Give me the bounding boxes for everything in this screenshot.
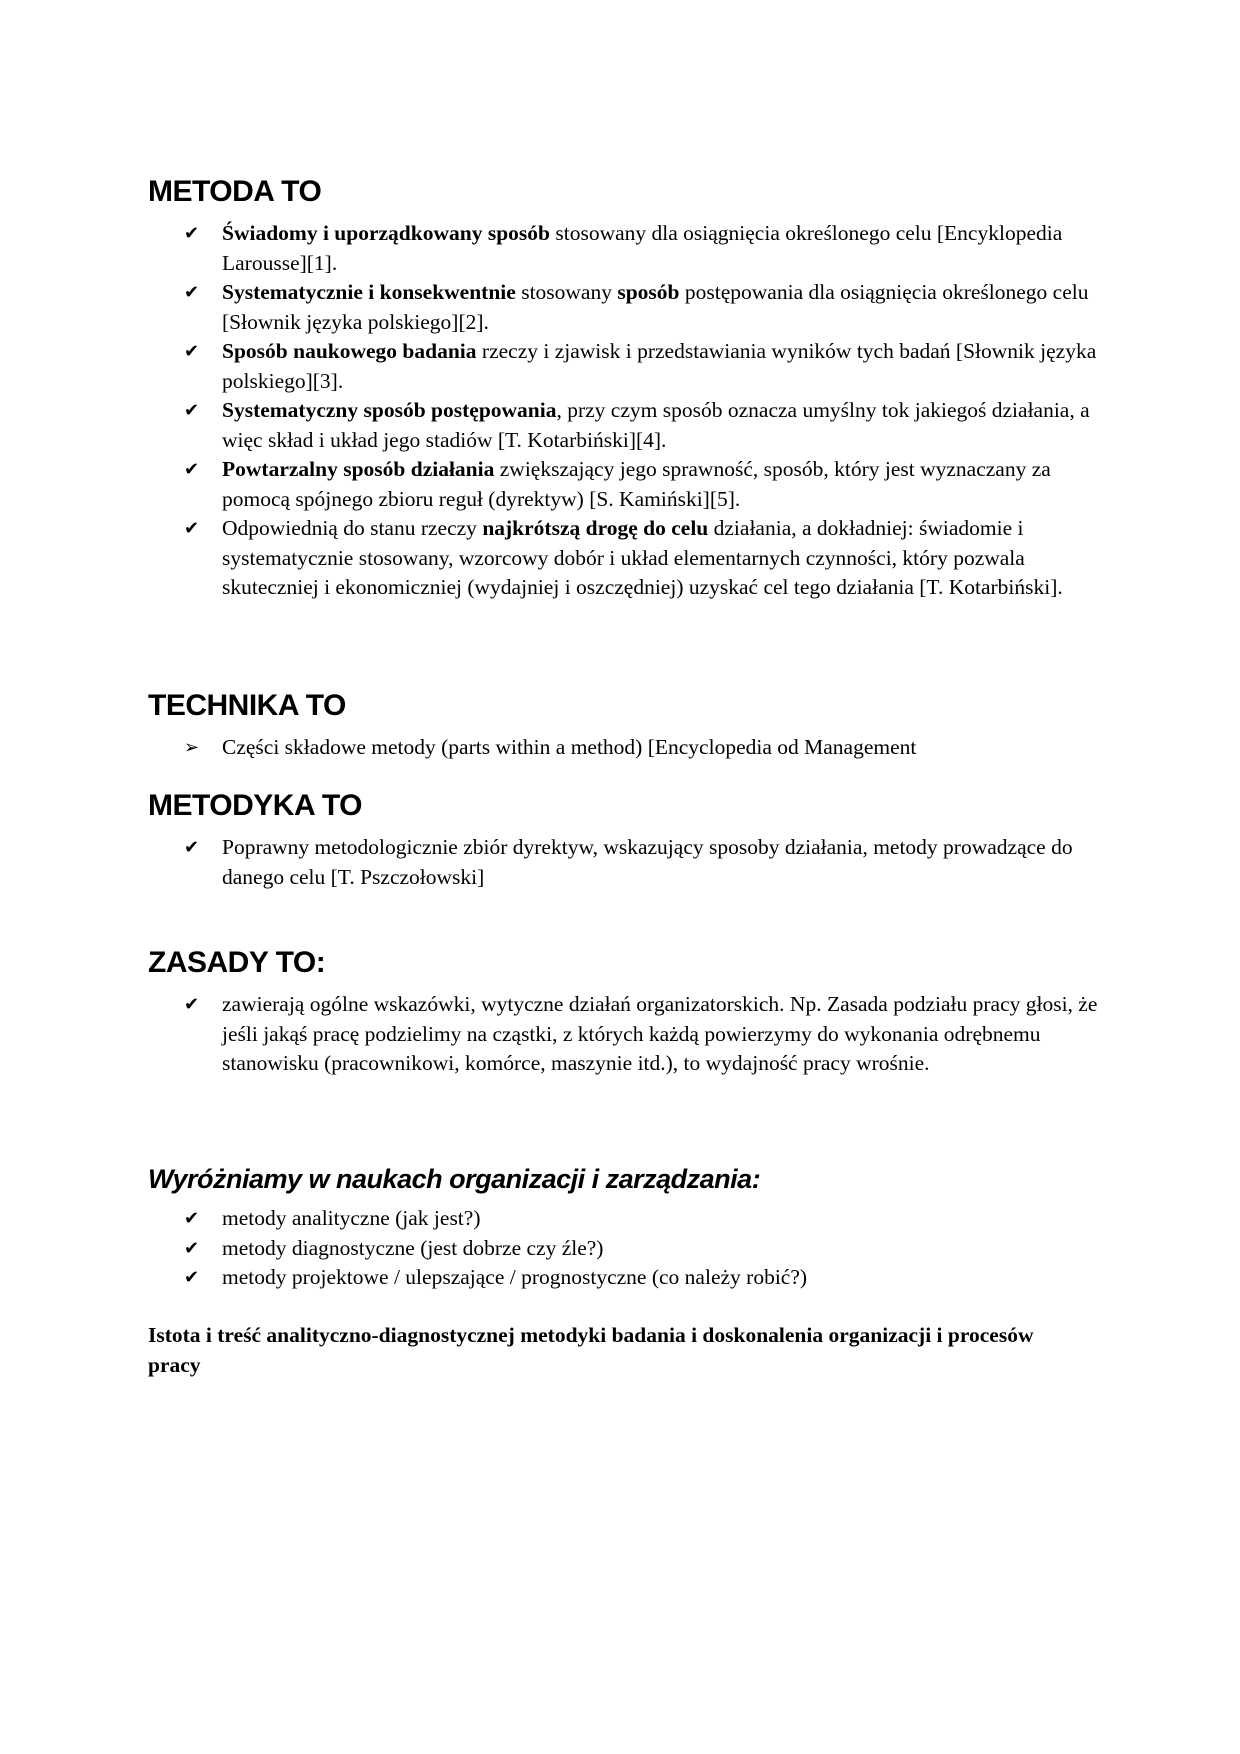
- bold-text: Systematycznie i konsekwentnie: [222, 280, 516, 304]
- checkmark-icon: ✔: [184, 400, 200, 421]
- text: metody projektowe / ulepszające / prognostyczne (co należy robić?): [222, 1265, 808, 1289]
- bold-text: najkrótszą drogę do celu: [482, 516, 709, 540]
- bold-text: Sposób naukowego badania: [222, 339, 477, 363]
- text: Poprawny metodologicznie zbiór dyrektyw, wskazujący sposoby działania, metody prowadzące do danego celu [T. Pszczołowski]: [222, 835, 1073, 889]
- checkmark-icon: ✔: [184, 223, 200, 244]
- list-item: [184, 219, 1104, 278]
- text: stosowany: [515, 280, 618, 304]
- checkmark-icon: ✔: [184, 837, 200, 858]
- list-item: [184, 1263, 1104, 1293]
- list-item: [184, 455, 1104, 514]
- checkmark-icon: ✔: [184, 341, 200, 362]
- list-item: [184, 733, 1104, 763]
- heading-metodyka: METODYKA TO: [148, 789, 362, 822]
- text: zwiększający jego sprawność, sposób, który jest wyznaczany za pomocą spójnego zbioru reguł (dyrektyw) [S. Kamiński][5].: [222, 457, 1051, 511]
- list-item: [184, 833, 1104, 892]
- heading-metoda: METODA TO: [148, 175, 322, 208]
- closing-paragraph: Istota i treść analityczno-diagnostycznej metodyki badania i doskonalenia organizacji i procesów pracy: [148, 1323, 1034, 1377]
- list-metoda: [184, 219, 1104, 603]
- text: postępowania dla osiągnięcia określonego celu [Słownik języka polskiego][2].: [222, 280, 1089, 334]
- text: , przy czym sposób oznacza umyślny tok jakiegoś działania, a więc skład i układ jego stadiów [T. Kotarbiński][4].: [222, 398, 1090, 452]
- checkmark-icon: ✔: [184, 1237, 200, 1259]
- text: stosowany dla osiągnięcia określonego celu [Encyklopedia Larousse][1].: [222, 221, 1063, 275]
- checkmark-icon: ✔: [184, 459, 200, 480]
- bold-text: Świadomy i uporządkowany sposób: [222, 221, 550, 245]
- list-item: [184, 337, 1104, 396]
- bold-text: Powtarzalny sposób działania: [222, 457, 495, 481]
- text: metody analityczne (jak jest?): [222, 1206, 481, 1230]
- heading-zasady: ZASADY TO:: [148, 946, 326, 979]
- list-wyrozniamy: [184, 1204, 1104, 1293]
- list-item: [184, 278, 1104, 337]
- text: metody diagnostyczne (jest dobrze czy źle?): [222, 1235, 604, 1260]
- text: rzeczy i zjawisk i przedstawiania wyników tych badań [Słownik języka polskiego][3].: [222, 339, 1097, 393]
- text: działania, a dokładniej: świadomie i systematycznie stosowany, wzorcowy dobór i układ elementarnych czynności, który pozwala skuteczniej i ekonomiczniej (wydajniej i oszczędniej) uzyskać cel tego działania [T. Kotarbiński].: [222, 516, 1063, 599]
- list-technika: [184, 733, 1104, 763]
- checkmark-icon: ✔: [184, 1208, 200, 1229]
- list-metodyka: [184, 833, 1104, 892]
- list-item: [184, 514, 1104, 603]
- text: Odpowiednią do stanu rzeczy: [222, 516, 483, 540]
- list-item: [184, 1204, 1104, 1234]
- list-item: [184, 396, 1104, 455]
- list-item: [184, 990, 1104, 1079]
- checkmark-icon: ✔: [184, 994, 200, 1015]
- arrow-bullet-icon: ➢: [184, 737, 200, 758]
- bold-text: sposób: [617, 280, 680, 304]
- checkmark-icon: ✔: [184, 518, 200, 539]
- checkmark-icon: ✔: [184, 282, 200, 303]
- heading-technika: TECHNIKA TO: [148, 689, 346, 722]
- list-zasady: [184, 990, 1104, 1079]
- checkmark-icon: ✔: [184, 1267, 200, 1288]
- bold-text: Systematyczny sposób postępowania: [222, 398, 557, 422]
- heading-wyrozniamy: Wyróżniamy w naukach organizacji i zarządzania:: [148, 1164, 761, 1194]
- text: Części składowe metody (parts within a method) [Encyclopedia od Management: [222, 735, 917, 759]
- text: zawierają ogólne wskazówki, wytyczne działań organizatorskich. Np. Zasada podziału pracy głosi, że jeśli jakąś pracę podzielimy na cząstki, z których każdą powierzymy do wykonania odrębnemu stanowisku (pracownikowi, komórce, maszynie itd.), to wydajność pracy wrośnie.: [222, 992, 1098, 1075]
- list-item: [184, 1234, 1104, 1264]
